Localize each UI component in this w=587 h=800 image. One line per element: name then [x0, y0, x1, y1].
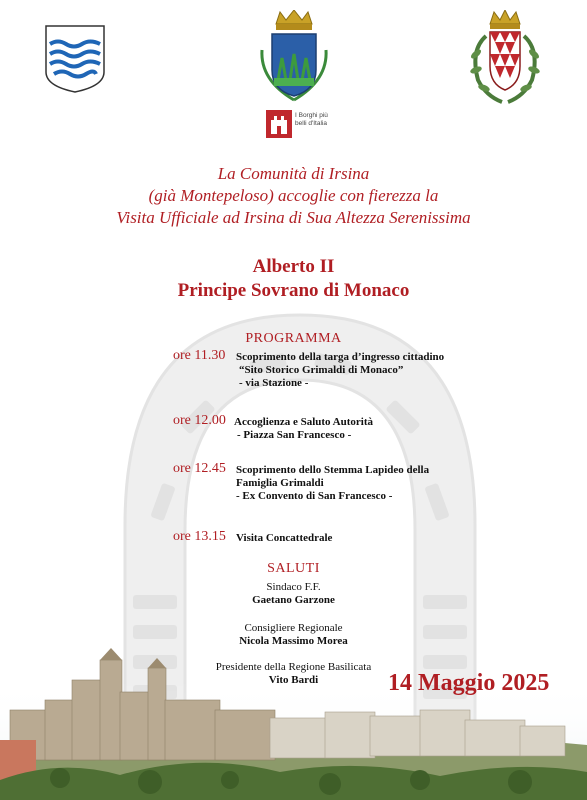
program-time-1: ore 11.30: [173, 348, 226, 363]
intro-line-1: La Comunità di Irsina: [217, 164, 370, 183]
intro-line-3: Visita Ufficiale ad Irsina di Sua Altezza Serenissima: [116, 208, 471, 227]
program-item-3: [236, 464, 429, 503]
program-item-1-line-2: “Sito Storico Grimaldi di Monaco”: [239, 364, 404, 376]
greeting-1: [0, 581, 587, 606]
program-time-3: ore 12.45: [173, 461, 226, 476]
program-time-2: ore 12.00: [173, 413, 226, 428]
monaco-arms-icon: [466, 10, 544, 106]
greeting-2-role: Consigliere Regionale: [244, 622, 343, 634]
title-line-2: Principe Sovrano di Monaco: [177, 280, 410, 301]
borghi-badge: [266, 110, 340, 138]
program-item-4-line-1: Visita Concattedrale: [236, 532, 333, 544]
borghi-badge-icon: [266, 110, 292, 138]
program-item-4: [236, 532, 332, 545]
title-line-1: Alberto II: [252, 256, 335, 277]
program-item-1-line-1: Scoprimento della targa d’ingresso cittadino: [236, 351, 445, 363]
city-coat-of-arms-icon: [256, 10, 332, 106]
borghi-badge-text: I Borghi più belli d'Italia: [295, 112, 328, 127]
program-item-3-line-1: Scoprimento dello Stemma Lapideo della: [236, 464, 430, 476]
program-item-1: [236, 351, 444, 390]
region-shield-icon: [44, 24, 106, 94]
program-item-3-line-3: - Ex Convento di San Francesco -: [236, 490, 393, 502]
intro-block: [0, 163, 587, 229]
intro-line-2: (già Montepeloso) accoglie con fierezza la: [148, 186, 439, 205]
town-panorama-image: [0, 640, 587, 800]
title-block: [0, 255, 587, 303]
program-heading: PROGRAMMA: [245, 331, 342, 346]
program-item-2-line-1: Accoglienza e Saluto Autorità: [234, 416, 374, 428]
greeting-3-role: Presidente della Regione Basilicata: [215, 661, 372, 673]
program-time-4: ore 13.15: [173, 529, 226, 544]
program-item-1-line-3: - via Stazione -: [239, 377, 309, 389]
greeting-2-name: Nicola Massimo Morea: [239, 635, 348, 647]
program-item-3-line-2: Famiglia Grimaldi: [236, 477, 324, 489]
greeting-1-name: Gaetano Garzone: [252, 594, 335, 606]
program-item-2-line-2: - Piazza San Francesco -: [237, 429, 352, 441]
greetings-heading: SALUTI: [267, 561, 320, 576]
event-date: 14 Maggio 2025: [388, 670, 550, 696]
greeting-1-role: Sindaco F.F.: [266, 581, 321, 593]
program-item-2: [234, 416, 373, 442]
